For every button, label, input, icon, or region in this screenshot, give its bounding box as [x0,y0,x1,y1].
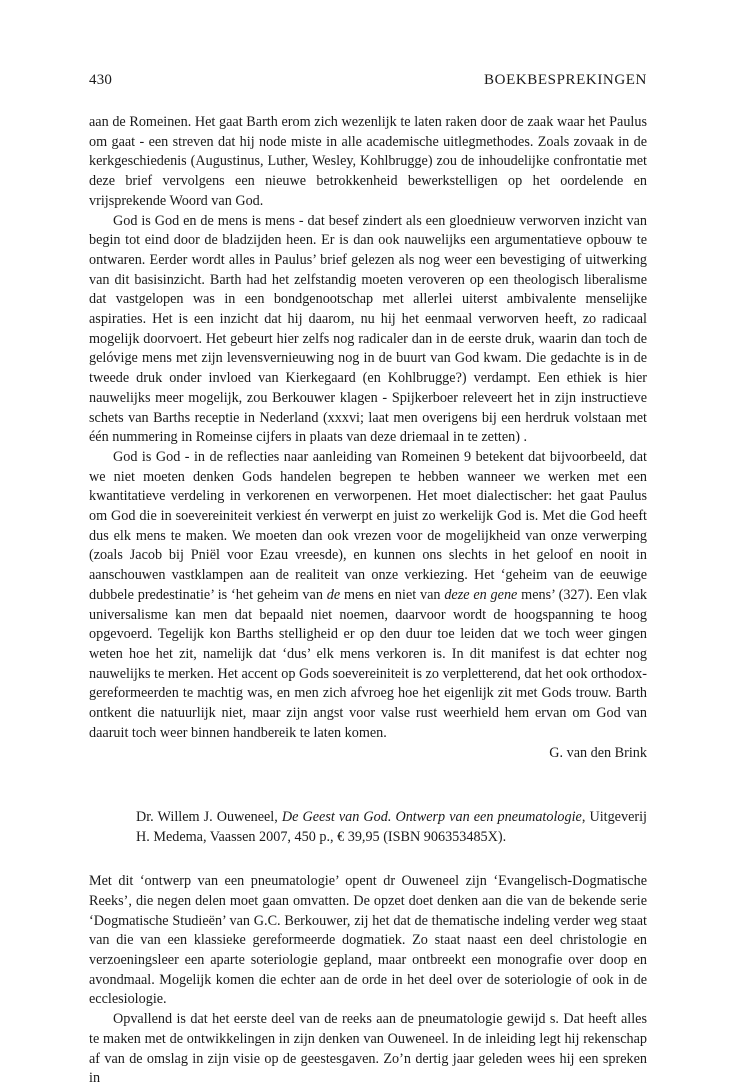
paragraph: Opvallend is dat het eerste deel van de reeks aan de pneumatologie gewijd s. Dat heeft alles te maken met de ontwikkelingen in zijn denken van Ouweneel. In de inleiding legt hij rekenschap af van de omslag in zijn visie op de geestesgaven. Zo’n dertig jaar geleden wees hij een spreken in [89,1011,647,1087]
paragraph: aan de Romeinen. Het gaat Barth erom zich wezenlijk te laten raken door de zaak waar het Paulus om gaat - een streven dat hij node miste in alle academische uitlegmethodes. Zoals zovaak in de kerkgeschiedenis (Augustinus, Luther, Wesley, Kohlbrugge) zou de inhoudelijke confrontatie met deze brief vervolgens een nieuwe betrokkenheid bewerkstelligen op het oordelende en vrijsprekende Woord van God. [89,114,647,209]
review-2 [89,872,647,1089]
running-title: BOEKBESPREKINGEN [484,72,647,88]
emphasis: deze en gene [444,586,518,603]
page-number: 430 [89,72,113,88]
text-run: mens’ (327). Een vlak universalisme kan men dat bepaald niet noemen, daarvoor wordt de hoogspanning te hoog opgevoerd. Tegelijk kon Barths stelligheid er op den duur toe leiden dat we toch weer gingen weten hoe het zit, namelijk dat ‘dus’ elk mens verkoren is. In dit manifest is dat echter nog nauwelijks te merken. Het accent op Gods soevereiniteit is zo verpletterend, dat het ook orthodox-gereformeerden te machtig was, en men zich afvroeg hoe het eigenlijk zit met Gods trouw. Barth ontkent die natuurlijk niet, maar zijn angst voor valse rust weerhield hem ervan om God van daaruit toch weer binnen handbereik te laten komen. [89,586,647,741]
running-head [89,72,647,89]
page [89,72,647,1089]
book-author: Dr. Willem J. Ouweneel, [136,809,282,826]
text-run: God is God - in de reflecties naar aanleiding van Romeinen 9 betekent dat bijvoorbeeld, dat we niet moeten denken Gods handelen begrepen te hebben wanneer we werken met een kwantitatieve verdeling in verkorenen en verworpenen. Het moet dialectischer: het gaat Paulus om God die in soevereiniteit verkiest én verwerpt en juist zo werkelijk God is. Met die God heeft dus elk mens te maken. We moeten dan ook vrezen voor de mogelijkheid van onze verwerping (zoals Jacob bij Pniël voor Ezau vreesde), en kunnen ons slechts in het geloof en nooit in aanschouwen vastklampen aan de realiteit van onze verkiezing. Het ‘geheim van de eeuwige dubbele predestinatie’ is ‘het geheim van [89,448,647,603]
text-run: mens en niet van [340,586,445,603]
reviewer-signature: G. van den Brink [549,744,647,761]
paragraph [89,448,647,744]
review-1 [89,113,647,763]
paragraph: Met dit ‘ontwerp van een pneumatologie’ opent dr Ouweneel zijn ‘Evangelisch-Dogmatische Reeks’, die negen delen moet gaan omvatten. De opzet doet denken aan die van de bekende serie ‘Dogmatische Studieën’ van G.C. Berkouwer, zij het dat de thematische indeling verder weg staat van die van een klassieke gereformeerde dogmatiek. Zo staat naast een deel christologie en verzoeningsleer een aparte soteriologie gepland, maar ontbreekt een monografie over doop en avondmaal. Mogelijk komen die echter aan de orde in het deel over de soteriologie of ook in de ecclesiologie. [89,873,647,1008]
book-details: , Uitgeverij H. Medema, Vaassen 2007, 450 p., € 39,95 (ISBN 906353485X). [136,809,647,846]
book-title: De Geest van God. Ontwerp van een pneumatologie [281,809,582,826]
book-citation [136,807,647,847]
paragraph: God is God en de mens is mens - dat besef zindert als een gloednieuw verworven inzicht van begin tot eind door de bladzijden heen. Er is dan ook nauwelijks een argumentatieve opbouw te ontwaren. Eerder wordt alles in Paulus’ brief gelezen als nog weer een bevestiging of uitwerking van dit basisinzicht. Barth had het zelfstandig moeten veroveren op een theologisch liberalisme dat vastgelopen was in een bondgenootschap met allerlei uiterst ambivalente menselijke aspiraties. Het is een inzicht dat hij daarom, nu hij het eenmaal verworven heeft, zo radicaal mogelijk doorvoert. Het gebeurt hier zelfs nog radicaler dan in de eerste druk, waarin dan toch de gelóvige mens met zijn levensvernieuwing nog in de buurt van God kwam. Die gedachte is in de tweede druk onder invloed van Kierkegaard (en Kohlbrugge?) verdampt. Een ethiek is hier nauwelijks meer mogelijk, zou Berkouwer klagen - Spijkerboer releveert het in zijn instructieve schets van Barths receptie in Nederland (xxxvi; laat men overigens bij een herdruk volstaan met één nummering in Romeinse cijfers in plaats van deze driemaal in te zetten) . [89,212,647,446]
emphasis: de [326,586,341,603]
